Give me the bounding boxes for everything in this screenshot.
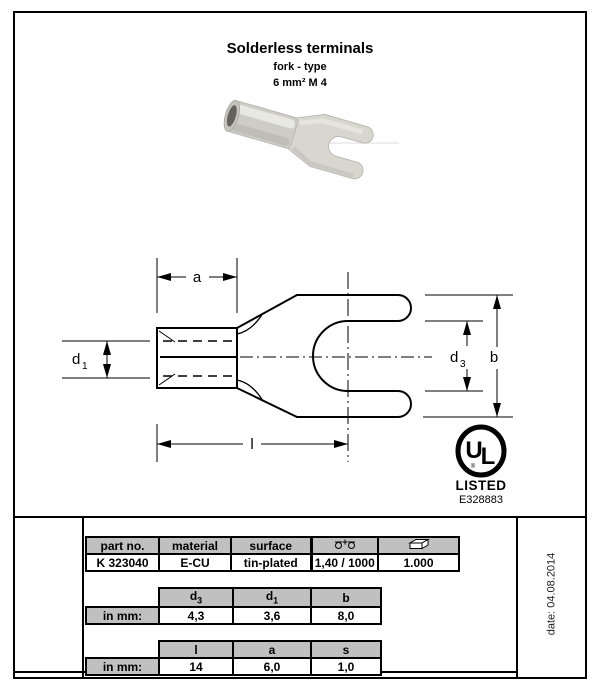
col-header-weight <box>311 537 378 554</box>
dim-l-label: l <box>250 436 254 453</box>
footer-top-divider <box>14 516 586 518</box>
dims2-header-a: a <box>233 641 311 658</box>
product-photo <box>210 98 400 203</box>
dims2-value-l: 14 <box>159 658 233 675</box>
dims1-header-row <box>86 588 381 607</box>
material-value: E-CU <box>159 554 231 571</box>
col-header-package <box>378 537 459 554</box>
dim-a-label: a <box>192 269 202 286</box>
col-header-surface: surface <box>231 537 311 554</box>
ul-logo <box>440 424 525 509</box>
ul-monogram-l: L <box>480 443 496 470</box>
product-subtitle: fork - type <box>273 60 327 73</box>
dims1-value-row <box>86 607 381 624</box>
dims1-header-d1: $d_1$ <box>233 588 311 607</box>
col-header-part-no: part no. <box>86 537 159 554</box>
product-title: Solderless terminals <box>226 40 374 57</box>
weight-icon <box>334 538 356 550</box>
spec-table <box>85 536 460 572</box>
dim-d1-label: d <box>72 351 81 368</box>
dims1-header-b: b <box>311 588 381 607</box>
spec-value-row <box>86 554 459 571</box>
dims1-value-d1: 3,6 <box>233 607 311 624</box>
dim-d3-arrow-down <box>463 377 471 391</box>
weight-value: 1,40 / 1000 <box>311 554 378 571</box>
ul-number: E328883 <box>458 494 504 506</box>
surface-value: tin-plated <box>231 554 311 571</box>
dims2-blank-cell <box>86 641 159 658</box>
col-header-material: material <box>159 537 231 554</box>
footer-vertical-divider-left <box>82 516 84 677</box>
dims1-blank-cell <box>86 588 159 607</box>
dim-l-arrow-left <box>157 440 171 448</box>
dims2-header-s: s <box>311 641 381 658</box>
ul-registered-icon: ® <box>470 464 476 470</box>
dims2-row-label: in mm: <box>86 658 159 675</box>
date-label: date: 04.08.2014 <box>545 552 558 636</box>
dim-l-arrow-right <box>334 440 348 448</box>
package-value: 1.000 <box>378 554 459 571</box>
dims-table-2 <box>85 640 382 676</box>
spec-header-row <box>86 537 459 554</box>
dim-b-arrow-up <box>493 295 501 309</box>
dim-d3-arrow-up <box>463 321 471 335</box>
dim-d1-arrow-up <box>103 341 111 355</box>
package-icon <box>407 538 431 550</box>
dim-d3-label: d <box>450 349 459 366</box>
title-block <box>100 40 500 90</box>
dims2-header-l: l <box>159 641 233 658</box>
dims1-value-d3: 4,3 <box>159 607 233 624</box>
dims2-value-s: 1,0 <box>311 658 381 675</box>
dims1-value-b: 8,0 <box>311 607 381 624</box>
dims1-header-d3: $d_3$ <box>159 588 233 607</box>
part-no-value: K 323040 <box>86 554 159 571</box>
dims1-row-label: in mm: <box>86 607 159 624</box>
dim-d1-arrow-down <box>103 364 111 378</box>
dims2-header-row <box>86 641 381 658</box>
dim-b-label: b <box>489 349 499 366</box>
dim-a-arrow-left <box>157 273 171 281</box>
dim-d3-label-sub: 3 <box>460 359 466 370</box>
date-cell <box>517 517 586 671</box>
dims-table-1 <box>85 587 382 625</box>
product-spec: 6 mm² M 4 <box>273 76 327 89</box>
dim-d1-label-sub: 1 <box>82 361 88 372</box>
terminal-photo <box>218 98 375 181</box>
dims2-value-a: 6,0 <box>233 658 311 675</box>
dim-a-arrow-right <box>223 273 237 281</box>
ul-monogram-u: U <box>465 437 483 464</box>
ul-listed-text: LISTED <box>455 478 507 493</box>
dim-b-arrow-down <box>493 403 501 417</box>
dims2-value-row <box>86 658 381 675</box>
